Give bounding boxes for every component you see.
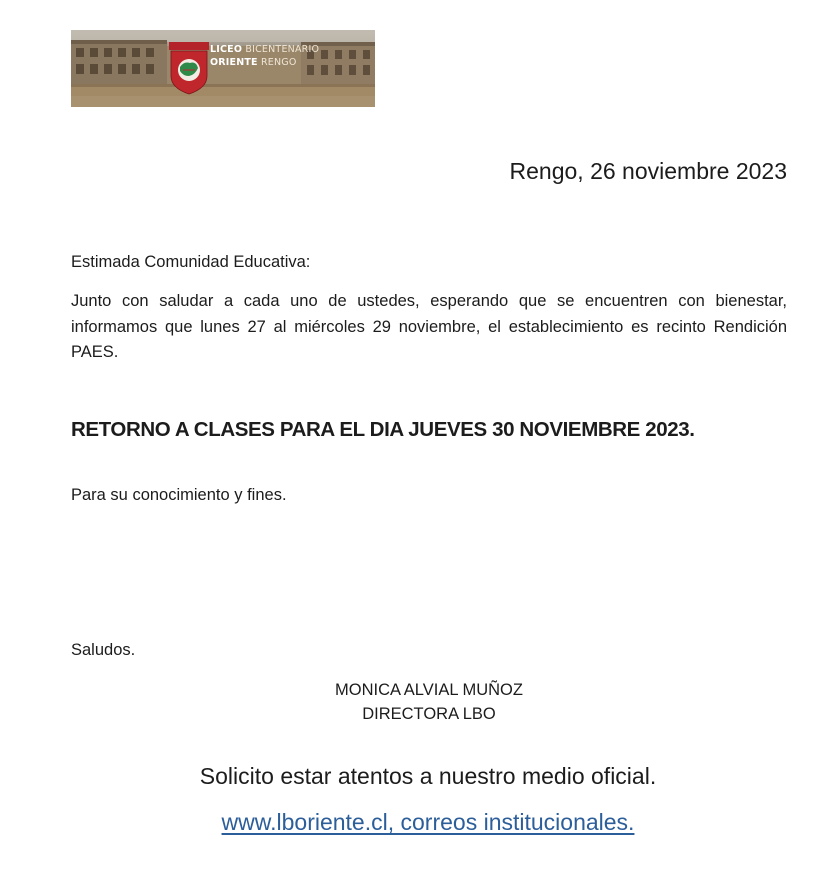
official-channel-link-wrapper xyxy=(90,809,766,836)
school-name-line-1: LICEO BICENTENARIO xyxy=(210,44,320,55)
signatory-title: DIRECTORA LBO xyxy=(362,705,496,723)
signature-block xyxy=(258,678,600,726)
letter-farewell: Saludos. xyxy=(71,641,136,659)
letter-closing: Para su conocimiento y fines. xyxy=(71,486,287,504)
letter-date: Rengo, 26 noviembre 2023 xyxy=(509,158,787,184)
return-to-classes-notice: RETORNO A CLASES PARA EL DIA JUEVES 30 NOVIEMBRE 2023. xyxy=(71,418,695,441)
school-name-line-2: ORIENTE RENGO xyxy=(210,57,297,68)
official-website-link[interactable]: www.lboriente.cl, correos institucionales. xyxy=(221,809,635,835)
school-building-photo xyxy=(71,30,375,107)
signatory-name: MONICA ALVIAL MUÑOZ xyxy=(335,681,523,699)
official-channel-request: Solicito estar atentos a nuestro medio oficial. xyxy=(199,763,657,789)
letter-greeting: Estimada Comunidad Educativa: xyxy=(71,253,311,271)
school-crest-icon xyxy=(169,42,209,94)
letterhead-banner xyxy=(71,30,375,107)
letter-body-paragraph: Junto con saludar a cada uno de ustedes, esperando que se encuentren con bienestar, informamos que lunes 27 al miércoles 29 noviembre, el establecimiento es recinto Rendición PAES. xyxy=(71,292,787,361)
